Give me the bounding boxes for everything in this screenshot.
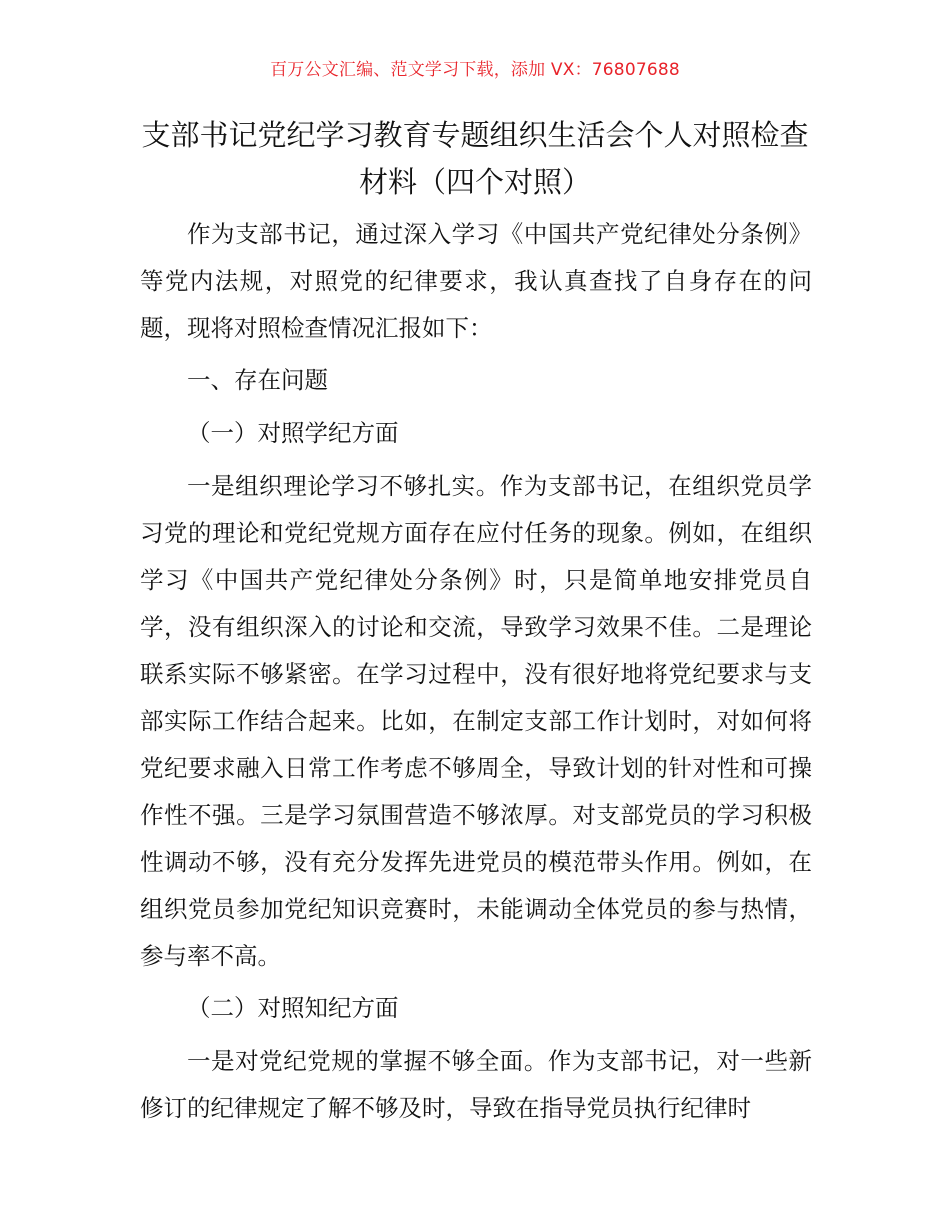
subsection-heading-study: （一）对照学纪方面 <box>187 419 399 447</box>
section-heading-problems: 一、存在问题 <box>187 366 328 394</box>
subsection-paragraph-knowledge: 一是对党纪党规的掌握不够全面。作为支部书记，对一些新修订的纪律规定了解不够及时，导致在指导党员执行纪律时 <box>140 1047 812 1122</box>
intro-paragraph: 作为支部书记，通过深入学习《中国共产党纪律处分条例》等党内法规，对照党的纪律要求，我认真查找了自身存在的问题，现将对照检查情况汇报如下： <box>140 220 812 342</box>
watermark-banner: 百万公文汇编、范文学习下载，添加 VX：76807688 <box>270 60 680 80</box>
subsection-heading-knowledge: （二）对照知纪方面 <box>187 994 399 1022</box>
subsection-paragraph-study: 一是组织理论学习不够扎实。作为支部书记，在组织党员学习党的理论和党纪党规方面存在应付任务的现象。例如，在组织学习《中国共产党纪律处分条例》时，只是简单地安排党员自学，没有组织深入的讨论和交流，导致学习效果不佳。二是理论联系实际不够紧密。在学习过程中，没有很好地将党纪要求与支部实际工作结合起来。比如，在制定支部工作计划时，对如何将党纪要求融入日常工作考虑不够周全，导致计划的针对性和可操作性不强。三是学习氛围营造不够浓厚。对支部党员的学习积极性调动不够，没有充分发挥先进党员的模范带头作用。例如，在组织党员参加党纪知识竞赛时，未能调动全体党员的参与热情，参与率不高。 <box>140 472 812 970</box>
document-body <box>140 211 812 1137</box>
document-title: 支部书记党纪学习教育专题组织生活会个人对照检查材料（四个对照） <box>141 118 809 199</box>
